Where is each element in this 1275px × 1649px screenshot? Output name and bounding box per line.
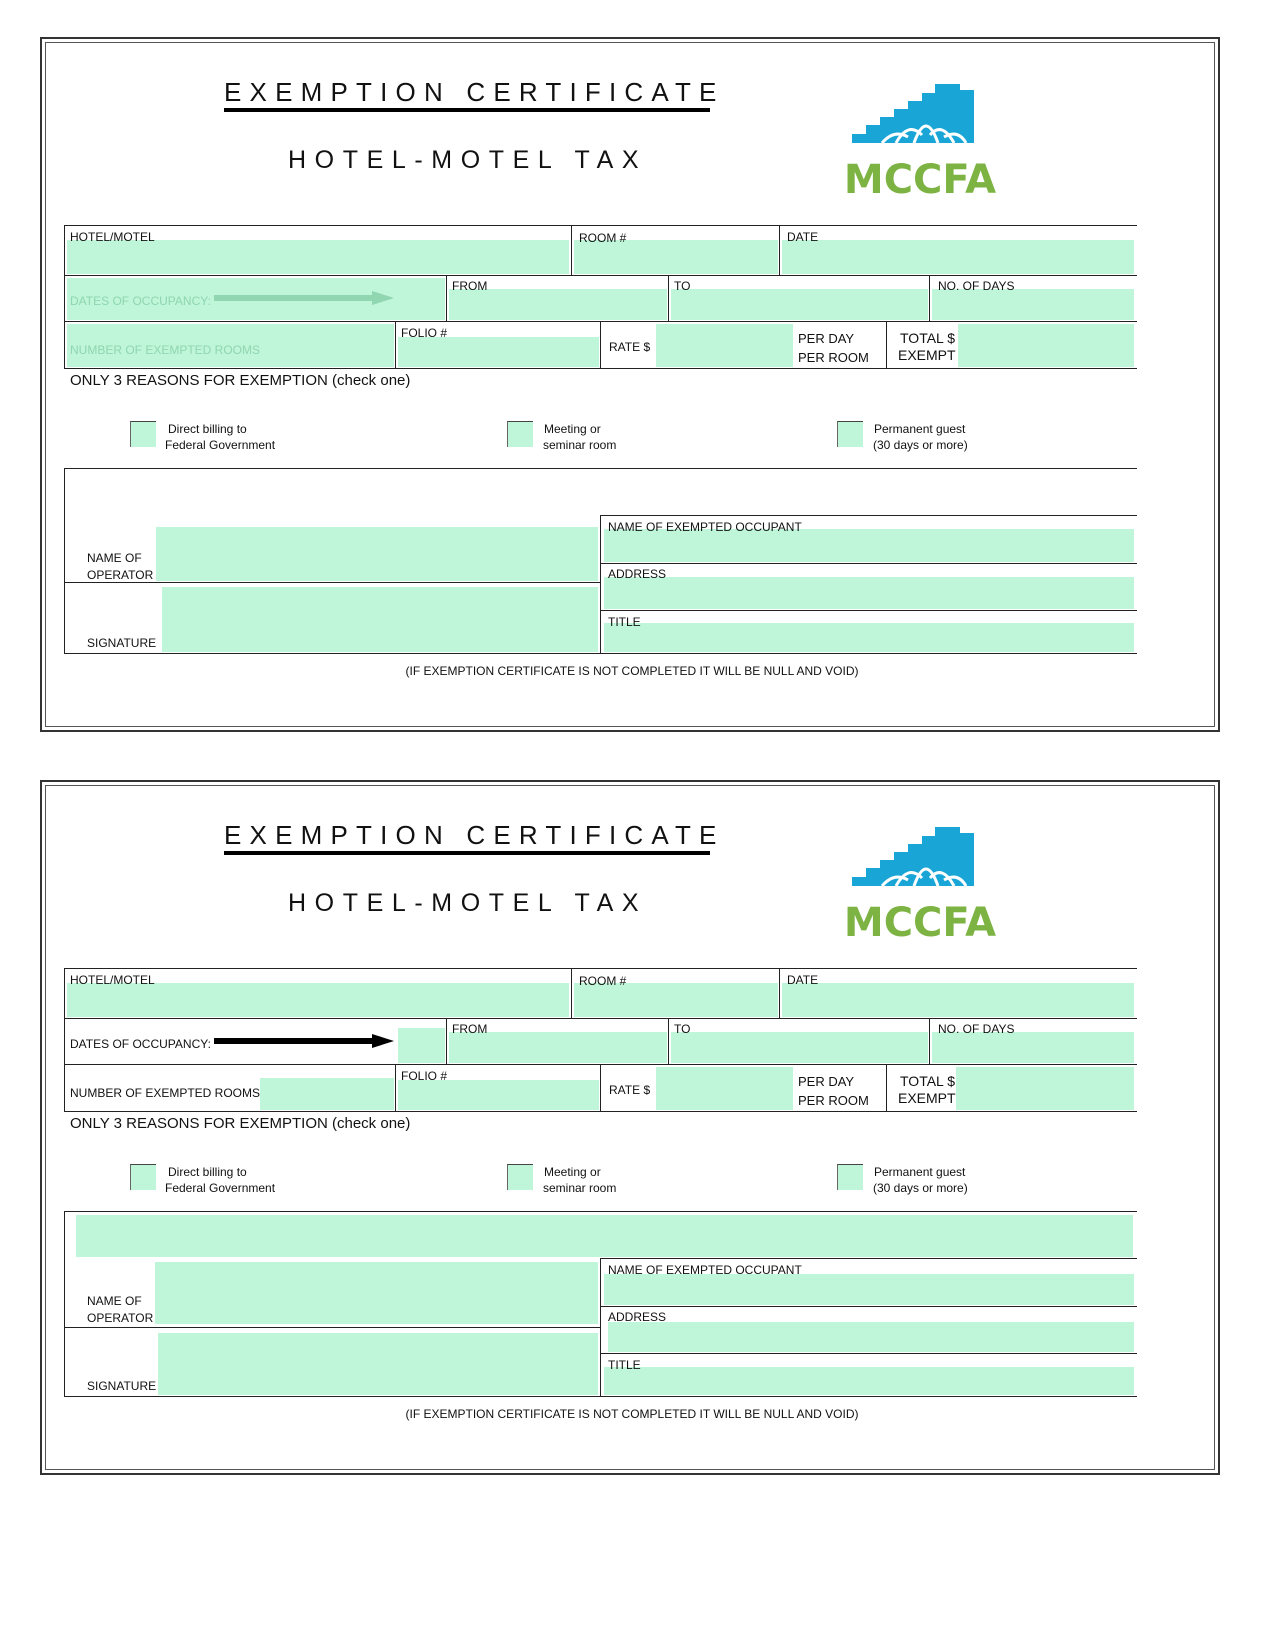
title-underline bbox=[224, 851, 710, 855]
from-label: FROM bbox=[452, 1022, 488, 1036]
title-label: TITLE bbox=[608, 1358, 641, 1372]
operator-label-line1: NAME OF bbox=[87, 551, 142, 565]
reason-meeting-line2: seminar room bbox=[543, 1181, 617, 1195]
per-day-label: PER DAY bbox=[798, 331, 855, 346]
dates-of-occupancy-label: DATES OF OCCUPANCY: bbox=[70, 294, 211, 308]
total-label: TOTAL $ bbox=[900, 330, 955, 346]
reason-meeting-line1: Meeting or bbox=[544, 422, 601, 436]
occupant-name-field[interactable] bbox=[604, 1274, 1134, 1305]
from-field[interactable] bbox=[449, 289, 667, 320]
no-of-days-label: NO. OF DAYS bbox=[938, 1022, 1015, 1036]
reason-permanent-line2: (30 days or more) bbox=[873, 1181, 968, 1195]
signature-field[interactable] bbox=[158, 1333, 598, 1395]
rate-field[interactable] bbox=[656, 1067, 793, 1110]
reason-federal-line1: Direct billing to bbox=[168, 422, 247, 436]
reason-checkbox-permanent[interactable] bbox=[837, 1164, 863, 1190]
reason-checkbox-permanent[interactable] bbox=[837, 421, 863, 447]
num-exempted-rooms-field[interactable] bbox=[260, 1078, 394, 1110]
reason-federal-line2: Federal Government bbox=[165, 438, 276, 452]
exempt-label: EXEMPT bbox=[898, 1090, 956, 1106]
per-day-label: PER DAY bbox=[798, 1074, 855, 1089]
occupant-label: NAME OF EXEMPTED OCCUPANT bbox=[608, 1263, 802, 1277]
dates-of-occupancy-field[interactable] bbox=[398, 1028, 445, 1063]
operator-label-line2: OPERATOR bbox=[87, 568, 154, 582]
to-field[interactable] bbox=[671, 1032, 928, 1063]
certificate-title: EXEMPTION CERTIFICATE bbox=[224, 77, 725, 107]
folio-label: FOLIO # bbox=[401, 1069, 448, 1083]
folio-field[interactable] bbox=[398, 337, 599, 367]
title-label: TITLE bbox=[608, 615, 641, 629]
rate-label: RATE $ bbox=[609, 1083, 651, 1097]
signature-label: SIGNATURE bbox=[87, 636, 157, 650]
reasons-heading: ONLY 3 REASONS FOR EXEMPTION (check one) bbox=[70, 372, 411, 389]
exemption-certificate-2 bbox=[40, 780, 1220, 1475]
mccfa-logo bbox=[834, 81, 1006, 199]
address-label: ADDRESS bbox=[608, 1310, 667, 1324]
date-field[interactable] bbox=[782, 983, 1134, 1017]
certificate-subtitle: HOTEL-MOTEL TAX bbox=[288, 889, 648, 917]
mccfa-logo bbox=[834, 824, 1006, 942]
logo-text: MCCFA bbox=[843, 157, 997, 199]
from-field[interactable] bbox=[449, 1032, 667, 1063]
no-of-days-label: NO. OF DAYS bbox=[938, 279, 1015, 293]
address-label: ADDRESS bbox=[608, 567, 667, 581]
reason-federal-line1: Direct billing to bbox=[168, 1165, 247, 1179]
operator-name-field[interactable] bbox=[156, 527, 598, 581]
title-underline bbox=[224, 108, 710, 112]
date-label: DATE bbox=[787, 973, 819, 987]
exemption-certificate-1 bbox=[40, 37, 1220, 732]
additional-info-field[interactable] bbox=[76, 1215, 1133, 1257]
reason-checkbox-federal[interactable] bbox=[130, 1164, 156, 1190]
title-field[interactable] bbox=[604, 1367, 1134, 1395]
logo-text: MCCFA bbox=[843, 900, 997, 942]
date-field[interactable] bbox=[782, 240, 1134, 274]
certificate-title: EXEMPTION CERTIFICATE bbox=[224, 820, 725, 850]
num-exempted-rooms-label: NUMBER OF EXEMPTED ROOMS bbox=[70, 1086, 261, 1100]
title-field[interactable] bbox=[604, 623, 1134, 652]
reason-permanent-line1: Permanent guest bbox=[874, 1165, 966, 1179]
hotel-motel-field[interactable] bbox=[67, 983, 569, 1017]
total-exempt-field[interactable] bbox=[958, 324, 1134, 367]
operator-name-field[interactable] bbox=[155, 1262, 598, 1324]
hotel-motel-label: HOTEL/MOTEL bbox=[70, 973, 155, 987]
operator-label-line1: NAME OF bbox=[87, 1294, 142, 1308]
total-label: TOTAL $ bbox=[900, 1073, 955, 1089]
room-label: ROOM # bbox=[579, 231, 627, 245]
reasons-heading: ONLY 3 REASONS FOR EXEMPTION (check one) bbox=[70, 1115, 411, 1132]
operator-label-line2: OPERATOR bbox=[87, 1311, 154, 1325]
occupant-label: NAME OF EXEMPTED OCCUPANT bbox=[608, 520, 802, 534]
folio-label: FOLIO # bbox=[401, 326, 448, 340]
room-field[interactable] bbox=[574, 240, 778, 274]
reason-checkbox-meeting[interactable] bbox=[507, 1164, 533, 1190]
reason-meeting-line1: Meeting or bbox=[544, 1165, 601, 1179]
certificate-subtitle: HOTEL-MOTEL TAX bbox=[288, 146, 648, 174]
address-field[interactable] bbox=[604, 577, 1134, 609]
to-field[interactable] bbox=[671, 289, 928, 320]
per-room-label: PER ROOM bbox=[798, 350, 869, 365]
no-of-days-field[interactable] bbox=[932, 289, 1134, 320]
reason-federal-line2: Federal Government bbox=[165, 1181, 276, 1195]
no-of-days-field[interactable] bbox=[932, 1032, 1134, 1063]
hotel-motel-field[interactable] bbox=[67, 240, 569, 274]
footer-note: (IF EXEMPTION CERTIFICATE IS NOT COMPLETED IT WILL BE NULL AND VOID) bbox=[405, 664, 859, 678]
signature-label: SIGNATURE bbox=[87, 1379, 157, 1393]
footer-note: (IF EXEMPTION CERTIFICATE IS NOT COMPLETED IT WILL BE NULL AND VOID) bbox=[405, 1407, 859, 1421]
rate-label: RATE $ bbox=[609, 340, 651, 354]
from-label: FROM bbox=[452, 279, 488, 293]
room-label: ROOM # bbox=[579, 974, 627, 988]
address-field[interactable] bbox=[608, 1322, 1134, 1352]
to-label: TO bbox=[674, 1022, 691, 1036]
rate-field[interactable] bbox=[656, 324, 793, 367]
arrow-icon bbox=[214, 1034, 396, 1048]
dates-of-occupancy-label: DATES OF OCCUPANCY: bbox=[70, 1037, 211, 1051]
room-field[interactable] bbox=[574, 983, 778, 1017]
total-exempt-field[interactable] bbox=[956, 1067, 1134, 1110]
folio-field[interactable] bbox=[398, 1080, 599, 1110]
reason-permanent-line2: (30 days or more) bbox=[873, 438, 968, 452]
date-label: DATE bbox=[787, 230, 819, 244]
num-exempted-rooms-label: NUMBER OF EXEMPTED ROOMS bbox=[70, 343, 261, 357]
reason-meeting-line2: seminar room bbox=[543, 438, 617, 452]
hotel-motel-label: HOTEL/MOTEL bbox=[70, 230, 155, 244]
signature-field[interactable] bbox=[162, 587, 598, 652]
reason-checkbox-meeting[interactable] bbox=[507, 421, 533, 447]
exempt-label: EXEMPT bbox=[898, 347, 956, 363]
reason-checkbox-federal[interactable] bbox=[130, 421, 156, 447]
arrow-icon bbox=[214, 291, 396, 305]
to-label: TO bbox=[674, 279, 691, 293]
reason-permanent-line1: Permanent guest bbox=[874, 422, 966, 436]
per-room-label: PER ROOM bbox=[798, 1093, 869, 1108]
